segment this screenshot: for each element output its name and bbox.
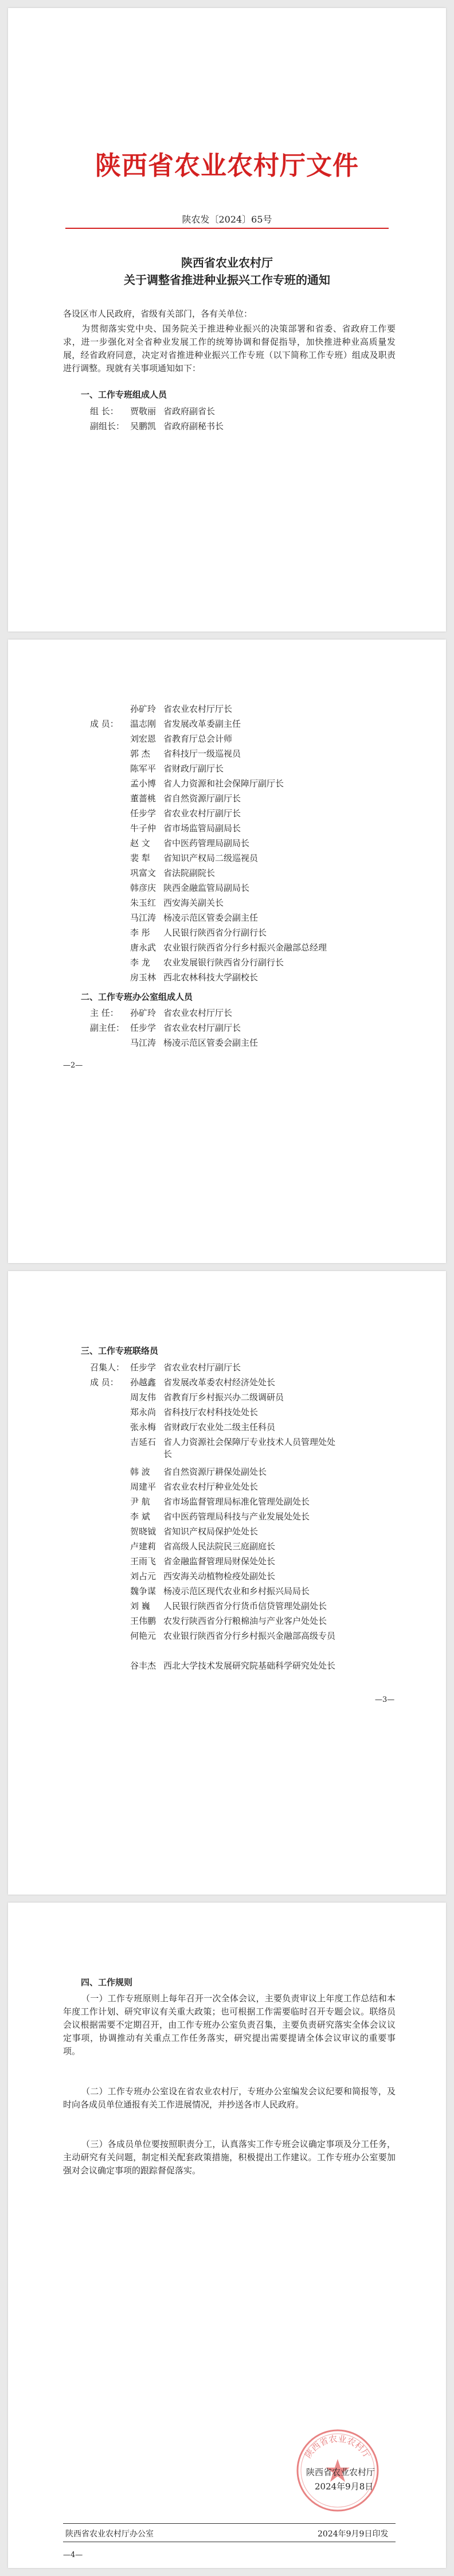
office-name: 马江涛 <box>130 1038 156 1048</box>
page-number: —2— <box>63 1061 83 1070</box>
liaison-position: 农发行陕西省分行粮棉油与产业客户处处长 <box>163 1616 327 1626</box>
signature-organization: 陕西省农业农村厅 <box>306 2467 375 2477</box>
member-name: 董蔷桃 <box>130 793 156 804</box>
office-row <box>130 1007 232 1019</box>
page-3 <box>8 1271 446 1895</box>
salutation: 各设区市人民政府，省级有关部门，各有关单位： <box>63 309 253 319</box>
section3-heading: 三、工作专班联络员 <box>81 1346 159 1356</box>
member-name: 温志刚 <box>130 719 156 729</box>
liaison-position: 省教育厅乡村振兴办二级调研员 <box>163 1392 284 1402</box>
notice-title-line1: 陕西省农业农村厅 <box>181 256 273 270</box>
liaison-row <box>130 1406 382 1418</box>
signature-date: 2024年9月8日 <box>315 2481 374 2492</box>
liaison-position: 西安海关动植物检疫处副处长 <box>163 1571 276 1581</box>
leader-name: 贾敬丽 <box>130 406 156 416</box>
section4-heading: 四、工作规则 <box>81 1977 133 1987</box>
page-1 <box>8 8 446 632</box>
member-name: 任步学 <box>130 808 156 819</box>
first-member-row <box>130 703 232 715</box>
member-position: 省知识产权局二级巡视员 <box>163 853 259 863</box>
liaison-row <box>130 1585 382 1597</box>
liaison-name: 王伟鹏 <box>130 1616 156 1626</box>
liaison-position: 省高级人民法院民三庭副庭长 <box>163 1541 276 1552</box>
liaison-position: 省科技厅农村科技处处长 <box>163 1407 259 1417</box>
member-position: 省财政厅副厅长 <box>163 763 224 774</box>
member-row <box>130 777 284 789</box>
notice-title-line2: 关于调整省推进种业振兴工作专班的通知 <box>124 273 330 287</box>
liaison-row <box>130 1525 382 1537</box>
liaison-name: 尹 航 <box>130 1497 150 1507</box>
footer-issuer: 陕西省农业农村厅办公室 <box>65 2530 154 2539</box>
member-position: 省教育厅总会计师 <box>163 734 233 744</box>
member-position: 省人力资源和社会保障厅副厅长 <box>163 778 284 789</box>
deputy-leader-name: 吴鹏凯 <box>130 421 156 431</box>
member-position: 省市场监管局副局长 <box>163 823 241 833</box>
liaison-row <box>130 1495 382 1507</box>
liaison-name: 王雨飞 <box>130 1556 156 1566</box>
liaison-position: 人民银行陕西省分行货币信贷管理处副处长 <box>163 1601 327 1611</box>
office-deputy-label: 副主任： <box>90 1023 125 1033</box>
document-number: 陕农发〔2024〕65号 <box>182 214 272 225</box>
liaison-name: 刘占元 <box>130 1571 156 1581</box>
member-row <box>130 941 327 953</box>
liaison-name: 李 斌 <box>130 1511 150 1522</box>
liaison-position: 省金融监督管理局财保处处长 <box>163 1556 276 1566</box>
liaison-row <box>130 1540 382 1552</box>
member-name: 朱玉红 <box>130 898 156 908</box>
member-name: 赵 文 <box>130 838 150 848</box>
liaison-name: 魏争谋 <box>130 1586 156 1596</box>
section2-heading: 二、工作专班办公室组成人员 <box>81 992 193 1002</box>
office-row <box>130 1036 258 1049</box>
member-row <box>130 852 258 864</box>
liaison-position: 省农业农村厅种业处处长 <box>163 1482 259 1492</box>
member-position: 省法院副院长 <box>163 868 216 878</box>
liaison-name: 吉延石 <box>130 1437 156 1447</box>
member-name: 李 龙 <box>130 957 150 968</box>
member-position: 西安海关副关长 <box>163 898 224 908</box>
convener-position: 省农业农村厅副厅长 <box>163 1362 241 1373</box>
convener-label: 召集人： <box>90 1362 125 1373</box>
member-row <box>130 807 241 819</box>
liaison-position: 省自然资源厅耕保处副处长 <box>163 1467 267 1477</box>
liaison-name: 卢建莉 <box>130 1541 156 1552</box>
liaison-name: 韩 波 <box>130 1467 150 1477</box>
leader-role-label: 组 长： <box>90 406 119 416</box>
liaison-name: 周友伟 <box>130 1392 156 1402</box>
deputy-leader-role-label: 副组长： <box>90 421 125 431</box>
member-name: 刘宏恩 <box>130 734 156 744</box>
liaison-name: 张永梅 <box>130 1422 156 1432</box>
member-row <box>130 762 224 774</box>
member-row <box>130 897 224 909</box>
office-name: 孙矿玲 <box>130 1008 156 1018</box>
office-name: 任步学 <box>130 1023 156 1033</box>
liaison-row <box>130 1615 382 1627</box>
member-row <box>130 718 241 730</box>
member-name: 马江涛 <box>130 913 156 923</box>
members-role-label: 成 员： <box>90 719 119 729</box>
footer-issue-date: 2024年9月9日印发 <box>318 2530 389 2539</box>
member-position: 农业发展银行陕西省分行副行长 <box>163 957 284 968</box>
liaison-position: 杨凌示范区现代农业和乡村振兴局局长 <box>163 1586 310 1596</box>
section1-heading: 一、工作专班组成人员 <box>81 389 167 400</box>
member-name: 巩富文 <box>130 868 156 878</box>
liaison-row <box>130 1391 382 1403</box>
member-row <box>130 956 284 968</box>
liaison-row <box>130 1630 382 1642</box>
seal-text: 陕西省农业农村厅 <box>303 2433 373 2460</box>
rule-paragraph-3: （三）各成员单位要按照职责分工，认真落实工作专班会议确定事项及分工任务，主动研究有关问题，制定相关配套政策措施，积极提出工作建议。工作专班办公室要加强对会议确定事项的跟踪督促落实。 <box>63 2139 396 2176</box>
liaison-name: 谷丰杰 <box>130 1661 156 1671</box>
deputy-leader-row <box>130 420 224 432</box>
liaison-position: 省发展改革委农村经济处处长 <box>163 1377 276 1388</box>
member-row <box>130 822 241 834</box>
office-position: 省农业农村厅副厅长 <box>163 1023 241 1033</box>
member-name: 裴 犁 <box>130 853 150 863</box>
page-number: —3— <box>375 1696 395 1704</box>
office-position: 省农业农村厅厅长 <box>163 1008 233 1018</box>
liaison-name: 贺晓钺 <box>130 1526 156 1537</box>
liaison-row <box>130 1376 382 1388</box>
liaison-name: 刘 巍 <box>130 1601 150 1611</box>
deputy-leader-position: 省政府副秘书长 <box>163 421 224 431</box>
liaison-row <box>130 1555 382 1567</box>
member-position: 人民银行陕西省分行副行长 <box>163 927 267 938</box>
liaison-row <box>130 1510 382 1522</box>
liaison-name: 何艳元 <box>130 1631 156 1641</box>
member-position: 省发展改革委副主任 <box>163 719 241 729</box>
member-position: 省农业农村厅厅长 <box>163 704 233 714</box>
member-row <box>130 867 215 879</box>
red-separator-rule <box>65 228 389 229</box>
liaison-position: 农业银行陕西省分行乡村振兴金融部高级专员 <box>163 1631 336 1641</box>
member-position: 省农业农村厅副厅长 <box>163 808 241 819</box>
liaison-position: 省人力资源社会保障厅专业技术人员管理处处长 <box>163 1437 336 1459</box>
intro-paragraph: 为贯彻落实党中央、国务院关于推进种业振兴的决策部署和省委、省政府工作要求，进一步强化对全省种业发展工作的统筹协调和督促指导，加快推进种业高质量发展，经省政府同意，决定对省推进种业振兴工作专班（以下简称工作专班）组成及职责进行调整。现就有关事项通知如下： <box>63 324 396 373</box>
page-2 <box>8 640 446 1263</box>
member-name: 牛子仲 <box>130 823 156 833</box>
member-position: 省自然资源厅副厅长 <box>163 793 241 804</box>
rule-paragraph-1: （一）工作专班原则上每年召开一次全体会议，主要负责审议上年度工作总结和本年度工作计划、研究审议有关重大政策；也可根据工作需要临时召开专题会议。联络员会议根据需要不定期召开，由工作专班办公室负责召集，主要负责研究落实全体会议议定事项，协调推动有关重点工作任务落实，研究提出需要提请全体会议审议的重要事项。 <box>63 1993 396 2056</box>
member-position: 省科技厅一级巡视员 <box>163 749 241 759</box>
member-row <box>130 926 267 938</box>
member-name: 孙矿玲 <box>130 704 156 714</box>
liaison-row <box>130 1466 382 1478</box>
member-name: 陈军平 <box>130 763 156 774</box>
member-row <box>130 792 241 804</box>
page-number: —4— <box>63 2551 83 2559</box>
liaison-row <box>130 1570 382 1582</box>
liaison-position: 省市场监督管理局标准化管理处副处长 <box>163 1497 310 1507</box>
member-row <box>130 911 258 923</box>
office-director-label: 主 任： <box>90 1008 119 1018</box>
convener-row <box>130 1361 241 1373</box>
liaison-position: 省财政厅农业处二级主任科员 <box>163 1422 276 1432</box>
member-name: 郭 杰 <box>130 749 150 759</box>
member-position: 省中医药管理局副局长 <box>163 838 250 848</box>
liaison-position: 西北大学技术发展研究院基础科学研究处处长 <box>163 1661 336 1671</box>
office-row <box>130 1022 241 1034</box>
member-name: 韩彦庆 <box>130 883 156 893</box>
member-name: 李 彤 <box>130 927 150 938</box>
liaison-name: 周建平 <box>130 1482 156 1492</box>
member-position: 西北农林科技大学副校长 <box>163 972 259 983</box>
footer-top-rule <box>63 2523 396 2524</box>
liaison-row <box>130 1659 382 1671</box>
liaison-row <box>130 1600 382 1612</box>
office-position: 杨凌示范区管委会副主任 <box>163 1038 259 1048</box>
member-row <box>130 971 258 983</box>
liaison-row <box>130 1421 382 1433</box>
member-row <box>130 882 249 894</box>
rule-paragraph-2: （二）工作专班办公室设在省农业农村厅，专班办公室编发会议纪要和简报等，及时向各成员单位通报有关工作进展情况，并抄送各市人民政府。 <box>63 2086 396 2110</box>
member-name: 唐永武 <box>130 942 156 953</box>
member-row <box>130 732 232 745</box>
liaison-members-label: 成 员： <box>90 1377 119 1388</box>
document-header-title: 陕西省农业农村厅文件 <box>95 150 359 181</box>
member-position: 陕西金融监管局副局长 <box>163 883 250 893</box>
convener-name: 任步学 <box>130 1362 156 1373</box>
liaison-row <box>130 1436 382 1460</box>
member-position: 农业银行陕西省分行乡村振兴金融部总经理 <box>163 942 327 953</box>
member-name: 房玉林 <box>130 972 156 983</box>
member-row <box>130 837 249 849</box>
leader-row <box>130 405 215 417</box>
liaison-name: 郑永尚 <box>130 1407 156 1417</box>
member-row <box>130 747 241 759</box>
liaison-position: 省知识产权局保护处处长 <box>163 1526 259 1537</box>
member-name: 孟小博 <box>130 778 156 789</box>
member-position: 杨凌示范区管委会副主任 <box>163 913 259 923</box>
liaison-name: 孙越鑫 <box>130 1377 156 1388</box>
page-4 <box>8 1903 446 2568</box>
liaison-position: 省中医药管理局科技与产业发展处处长 <box>163 1511 310 1522</box>
leader-position: 省政府副省长 <box>163 406 216 416</box>
liaison-row <box>130 1480 382 1492</box>
